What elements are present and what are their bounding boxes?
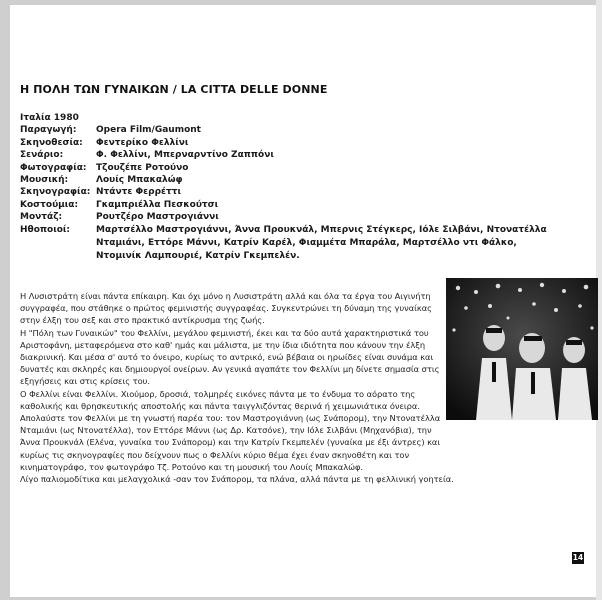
credit-value: Ρουτζέρο Μαστρογιάννι: [96, 212, 219, 223]
credit-row: [20, 162, 560, 174]
article-body: [20, 290, 454, 485]
credit-value: Opera Film/Gaumont: [96, 125, 201, 136]
article-paragraph: Η "Πόλη των Γυναικών" του Φελλίνι, μεγάλου φεμινιστή, έκει και τα δύο αυτά χαρακτηριστικά του Αριστοφάνη, μεταφερόμενα στο καθ' ημάς και μάλιστα, με την ίδια ιδιότητα που κάνουν την έλξη διακρινική. Και μέσα σ' αυτό το όνειρο, κυρίως το αντρικό, ενώ βέβαια οι ηρωίδες είναι συνάμα και δυνατές και σκληρές και δημιουργοί ονείρων. Αν γενικά αγαπάτε τον Φελλίνι μη δίνετε σημασία στις εξηγήσεις και στις κρίσεις του.: [20, 327, 440, 387]
credit-row: [20, 137, 560, 149]
credit-role: Φωτογραφία:: [20, 162, 87, 173]
film-still-illustration: [446, 278, 598, 420]
cast-list: Μαρτσέλλο Μαστρογιάννι, Άννα Προυκνάλ, Μπερνις Στέγκερς, Ιόλε Σιλβάνι, Ντονατέλλα Νταμιάνι, Εττόρε Μάννι, Κατρίν Καρέλ, Φιαμμέτα Μπαράλα, Μαρτσέλλο ντι Φάλκο, Ντομινίκ Λαμπουριέ, Κατρίν Γκεμπελέν.: [96, 224, 547, 261]
credit-row: [20, 124, 560, 136]
article-paragraph: Η Λυσιστράτη είναι πάντα επίκαιρη. Και όχι μόνο η Λυσιστράτη αλλά και όλα τα έργα του Αιγινήτη συγγραφέα, που στάθηκε ο πρώτος φεμινιστής συγγραφέας. Συγκεντρώνει τη δύναμη της γυναίκας στην έλξη του σεξ και στο πρακτικό αντίκρυσμα της ζωής.: [20, 291, 432, 326]
credits-block: [20, 112, 560, 263]
credit-role: Σκηνογραφία:: [20, 187, 91, 198]
film-title: Η ΠΟΛΗ ΤΩΝ ΓΥΝΑΙΚΩΝ / LA CITTA DELLE DONNE: [20, 83, 328, 96]
credit-role: Κοστούμια:: [20, 199, 79, 210]
credit-value: Λουίς Μπακαλώφ: [96, 175, 183, 186]
article-paragraph: Λίγο παλιομοδίτικα και μελαγχολικά -σαν τον Σνάπορομ, τα πλάνα, αλλά πάντα με τη φελλινική γοητεία.: [20, 474, 454, 485]
credit-role: Σκηνοθεσία:: [20, 137, 83, 148]
film-still-photo: [446, 278, 598, 420]
credit-row: [20, 186, 560, 198]
credit-role: Μουσική:: [20, 175, 69, 186]
credit-role: Παραγωγή:: [20, 125, 77, 136]
credit-row: [20, 174, 560, 186]
credit-value: Τζουζέπε Ροτούνο: [96, 162, 189, 173]
credit-role: Σενάριο:: [20, 150, 64, 161]
credit-value: Γκαμπριέλλα Πεσκούτσι: [96, 199, 219, 210]
credit-value: Φ. Φελλίνι, Μπερναρντίνο Ζαππόνι: [96, 150, 274, 161]
film-origin: Ιταλία 1980: [20, 113, 79, 123]
credit-row: [20, 149, 560, 161]
credit-value: Φεντερίκο Φελλίνι: [96, 137, 189, 148]
credit-role: Μοντάζ:: [20, 212, 63, 223]
credit-row: [20, 211, 560, 223]
credit-role: Ηθοποιοί:: [20, 224, 70, 235]
article-paragraph: Ο Φελλίνι είναι Φελλίνι. Χιούμορ, δροσιά, τολμηρές εικόνες πάντα με το ένδυμα το αόρατο της καθολικής και θρησκευτικής αποστολής και πάντα ταιγγλιζόντας θερινά ή χειμωνιάτικα όνειρα.: [20, 388, 420, 411]
credit-row: [20, 199, 560, 211]
credit-value: Ντάντε Φερρέττι: [96, 187, 182, 198]
credit-row-cast: [20, 224, 560, 263]
page-number: 14: [572, 553, 584, 562]
article-paragraph: Απολαύστε τον Φελλίνι με τη γνωστή παρέα του: τον Μαστρογιάννη (ως Σνάπορομ), την Ντονατέλλα Νταμιάνι (ως Ντονατέλλα), τον Εττόρε Μάννι (ως Δρ. Κατσόνε), την Ιόλε Σιλβάνι (Μηχανόβια), την Άννα Προυκνάλ (Ελένα, γυναίκα του Σνάπορομ) και την Κατρίν Γκεμπελέν (γυναίκα με έξι άντρες) και κυρίως τις σκηνογραφίες που δείχνουν πως ο Φελλίνι κύριο θέμα έχει έναν σκηνοθέτη και τον κινηματογράφο, τον φωτογράφο Τζ. Ροτούνο και τη μουσική του Λουίς Μπακαλώφ.: [20, 413, 441, 472]
